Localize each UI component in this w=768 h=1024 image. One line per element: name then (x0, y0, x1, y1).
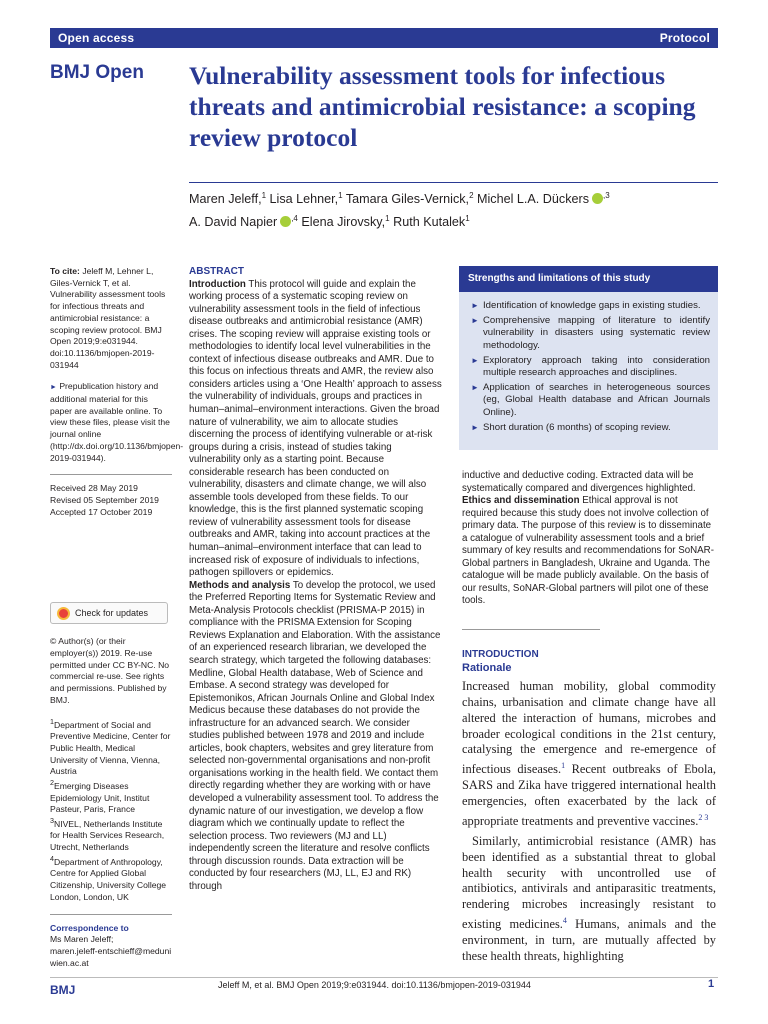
affil-ref: 1 (385, 214, 390, 224)
author-name: A. David Napier (189, 215, 278, 230)
cite-text: Jeleff M, Lehner L, Giles-Vernick T, et al. Vulnerability assessment tools for infectious threats and antimicrobial resistance: a scoping review protocol. BMJ Open 2019;9:e031944. doi:10.1136/bmjopen-2019-031944 (50, 266, 166, 370)
correspondence-email[interactable]: maren.jeleff-entschieff@meduniwien.ac.at (50, 945, 172, 968)
article-type-label: Protocol (659, 31, 710, 45)
author-name: Ruth Kutalek (389, 215, 466, 230)
prepub-note (50, 381, 184, 464)
orcid-icon[interactable] (280, 216, 291, 227)
correspondence-name: Ms Maren Jeleff; (50, 934, 114, 945)
author-name: Tamara Giles-Vernick, (342, 192, 470, 207)
license-text: © Author(s) (or their employer(s)) 2019. Re-use permitted under CC BY-NC. No commercial re-use. See rights and permissions. Published by BMJ. (50, 636, 170, 705)
body-paragraph (462, 679, 716, 830)
author-name: Michel L.A. Dückers (473, 192, 589, 207)
sidebar-divider (50, 914, 172, 915)
body-text: Increased human mobility, global commodity chains, urbanisation and climate change have all altered the interaction of humans, microbes and broader ecological conditions in the 21st century, catalysing the emergence and re-emergence of infectious diseases. (462, 679, 716, 777)
abstract-end-divider (462, 629, 600, 630)
section-label: Introduction (189, 278, 246, 290)
body-text: Humans, animals and the environment, in turn, are mutually affected by these health threats, highlighting (462, 917, 716, 963)
correspondence-label: Correspondence to (50, 922, 129, 933)
ref-link[interactable]: 4 (562, 916, 567, 926)
affiliation: NIVEL, Netherlands Institute for Health Services Research, Utrecht, Netherlands (50, 818, 165, 853)
prepub-text: Prepublication history and additional material for this paper are available online. To view these files, please visit the journal online (http://dx.doi.org/10.1136/bmjopen-2019-031944). (50, 381, 184, 463)
correspondence-block (50, 923, 172, 970)
affil-ref: ,4 (291, 214, 298, 224)
revised-date: Revised 05 September 2019 (50, 494, 159, 505)
abstract-heading: ABSTRACT (189, 266, 244, 277)
affil-ref: 1 (465, 214, 470, 224)
body-paragraph (462, 834, 716, 965)
body-text: Similarly, antimicrobial resistance (AMR) has been identified as a substantial threat to global health security with uncontrolled use of antibiotics, antivirals and antiparasitic treatments, rendering microbes increasingly resistant to existing medicines. (462, 833, 716, 932)
strengths-heading: Strengths and limitations of this study (459, 266, 718, 292)
article-dates (50, 483, 172, 518)
abstract-continued-text: inductive and deductive coding. Extracted data will be systematically compared and divergences highlighted. (462, 470, 696, 494)
list-item: ► Short duration (6 months) of scoping review. (471, 422, 710, 434)
list-item: ► Application of searches in heterogeneous sources (eg, Global Health database and African Journals Online). (471, 382, 710, 419)
abstract-intro (189, 279, 442, 580)
list-item: ► Identification of knowledge gaps in existing studies. (471, 300, 710, 312)
abstract-ethics-text: Ethical approval is not required because this study does not involve collection of primary data. The purpose of this review is to disseminate a catalogue of vulnerability assessment tools and a brief summary of key results and recommendations for SoNAR-Global partners in Bangladesh, Ukraine and Uganda. The catalogue will be made publicly available. On the basis of our results, SoNAR-Global partners will pilot one of these tools. (462, 495, 714, 607)
list-item: ► Comprehensive mapping of literature to identify vulnerability in disasters using systematic review methodology. (471, 315, 710, 352)
article-title: Vulnerability assessment tools for infectious threats and antimicrobial resistance: a scoping review protocol (189, 61, 696, 152)
sidebar-divider (50, 474, 172, 475)
footer-citation: Jeleff M, et al. BMJ Open 2019;9:e031944. doi:10.1136/bmjopen-2019-031944 (218, 980, 531, 990)
author-line-2 (189, 209, 709, 232)
abstract-continued (462, 470, 715, 608)
arrow-icon: ► (50, 384, 57, 392)
cite-block (50, 266, 172, 371)
received-date: Received 28 May 2019 (50, 483, 138, 494)
footer-divider (50, 977, 718, 978)
check-for-updates-button[interactable] (50, 602, 168, 624)
section-label: Methods and analysis (189, 579, 291, 591)
affiliation: Department of Social and Preventive Medicine, Center for Public Health, Medical University of Vienna, Vienna, Austria (50, 719, 171, 777)
accepted-date: Accepted 17 October 2019 (50, 506, 153, 517)
abstract-methods-text: To develop the protocol, we used the Preferred Reporting Items for Systematic Review and Meta-Analysis Protocols checklist (PRISMA-P 2015) in compliance with the PRISMA Extension for Scoping Reviews Explanation and Elaboration. With the assistance of an experienced research librarian, we developed the search strategy, which targeted the following databases: Medline, Global Health database, Web of Science and Embase. A second strategy was developed for Epistemonikos, African Journals Online and Global Index Medicus because these databases do not provide the infrastructure for an advanced search. We consider studies published between 1978 and 2019 and include articles, book chapters, websites and grey literature from selected non-governmental organisations and non-profit organisations working in the health field. We contact them directly regarding whether they are working with or have developed a vulnerability assessment tool. To address the dynamic nature of our investigation, we develop a flow diagram which we continually update to reflect the selection process. Two reviewers (MJ and LL) independently screen the literature and resolve conflicts through discussion rounds. Data extraction will be conducted by four researchers (MJ, LL, EJ and RK) through (189, 579, 441, 892)
introduction-body (462, 679, 716, 969)
crossmark-icon (57, 607, 70, 620)
rationale-heading: Rationale (462, 662, 512, 674)
body-text: Recent outbreaks of Ebola, SARS and Zika have triggered international health emergencies, often exacerbated by the lack of appropriate treatments and preventive vaccines. (462, 762, 716, 828)
orcid-icon[interactable] (592, 193, 603, 204)
abstract-section (189, 266, 442, 893)
open-access-label: Open access (58, 31, 135, 45)
abstract-ethics (462, 495, 715, 608)
introduction-heading: INTRODUCTION (462, 649, 539, 660)
title-divider (189, 182, 718, 183)
affiliations: $^1$Department of Social and Preventive Medicine, Center for Public Health, Medical University of Vienna, Vienna, Austria $^2$Emerging Diseases Epidemiology Unit, Institut Pasteur, Paris, France $^3$NIVEL, Netherlands Institute for Health Services Research, Utrecht, Netherlands $^4$Department of Anthropology, Centre for Applied Global Citizenship, University College London, London, UK (50, 717, 171, 902)
author-line-1 (189, 186, 709, 209)
affiliation: Department of Anthropology, Centre for Applied Global Citizenship, University College London, London, UK (50, 856, 167, 902)
top-banner (50, 28, 718, 48)
journal-logo: BMJ Open (50, 62, 144, 83)
affiliation: Emerging Diseases Epidemiology Unit, Institut Pasteur, Paris, France (50, 780, 150, 815)
cite-label: To cite: (50, 266, 80, 276)
abstract-methods (189, 580, 442, 894)
affil-ref: 1 (338, 191, 343, 200)
affil-ref: 2 (469, 191, 474, 200)
check-updates-label: Check for updates (75, 607, 149, 618)
page-number: 1 (708, 978, 715, 990)
strengths-list (459, 292, 718, 434)
ref-link[interactable]: 1 (561, 761, 566, 771)
author-name: Lisa Lehner, (266, 192, 339, 207)
section-label: Ethics and dissemination (462, 495, 580, 507)
abstract-intro-text: This protocol will guide and explain the working process of a systematic scoping review on vulnerability assessment tools in the field of infectious disease outbreaks and antimicrobial resistance (AMR) crises. The scoping review will appraise existing tools or methodologies to identify local level vulnerabilities in the context of infectious disease outbreaks and AMR. Due to this focus on infectious threats and AMR, the review also considers articles using a ‘One Health’ approach to assess the vulnerability of individuals, groups and practices in human–animal–environment interactions. Given the broad nature of vulnerability, we aim to allocate studies discerning the process of identifying vulnerable or at-risk groups during a crisis, instead of studies taking vulnerability only as a starting point. Because considerable research has been conducted on vulnerability, disasters and climate change, we will also assemble tools developed from these fields. To our knowledge, this is the first planned systematic scoping review of vulnerability assessment tools for disease outbreaks and AMR, taking into account practices at the human–animal–environment interface that can lead to increased risk of exposure of individuals to infections, pathogen spillovers or epidemics. (189, 278, 442, 579)
article-sidebar (50, 266, 184, 969)
list-item: ► Exploratory approach taking into consideration multiple research approaches and disciplines. (471, 355, 710, 379)
ref-link[interactable]: 2 3 (698, 812, 709, 822)
author-list (189, 186, 709, 232)
author-name: Elena Jirovsky, (297, 215, 386, 230)
strengths-box (459, 266, 718, 450)
affil-ref: 1 (261, 191, 267, 200)
author-name: Maren Jeleff, (189, 192, 262, 207)
affil-ref: ,3 (603, 191, 610, 200)
bmj-logo: BMJ (50, 983, 76, 997)
